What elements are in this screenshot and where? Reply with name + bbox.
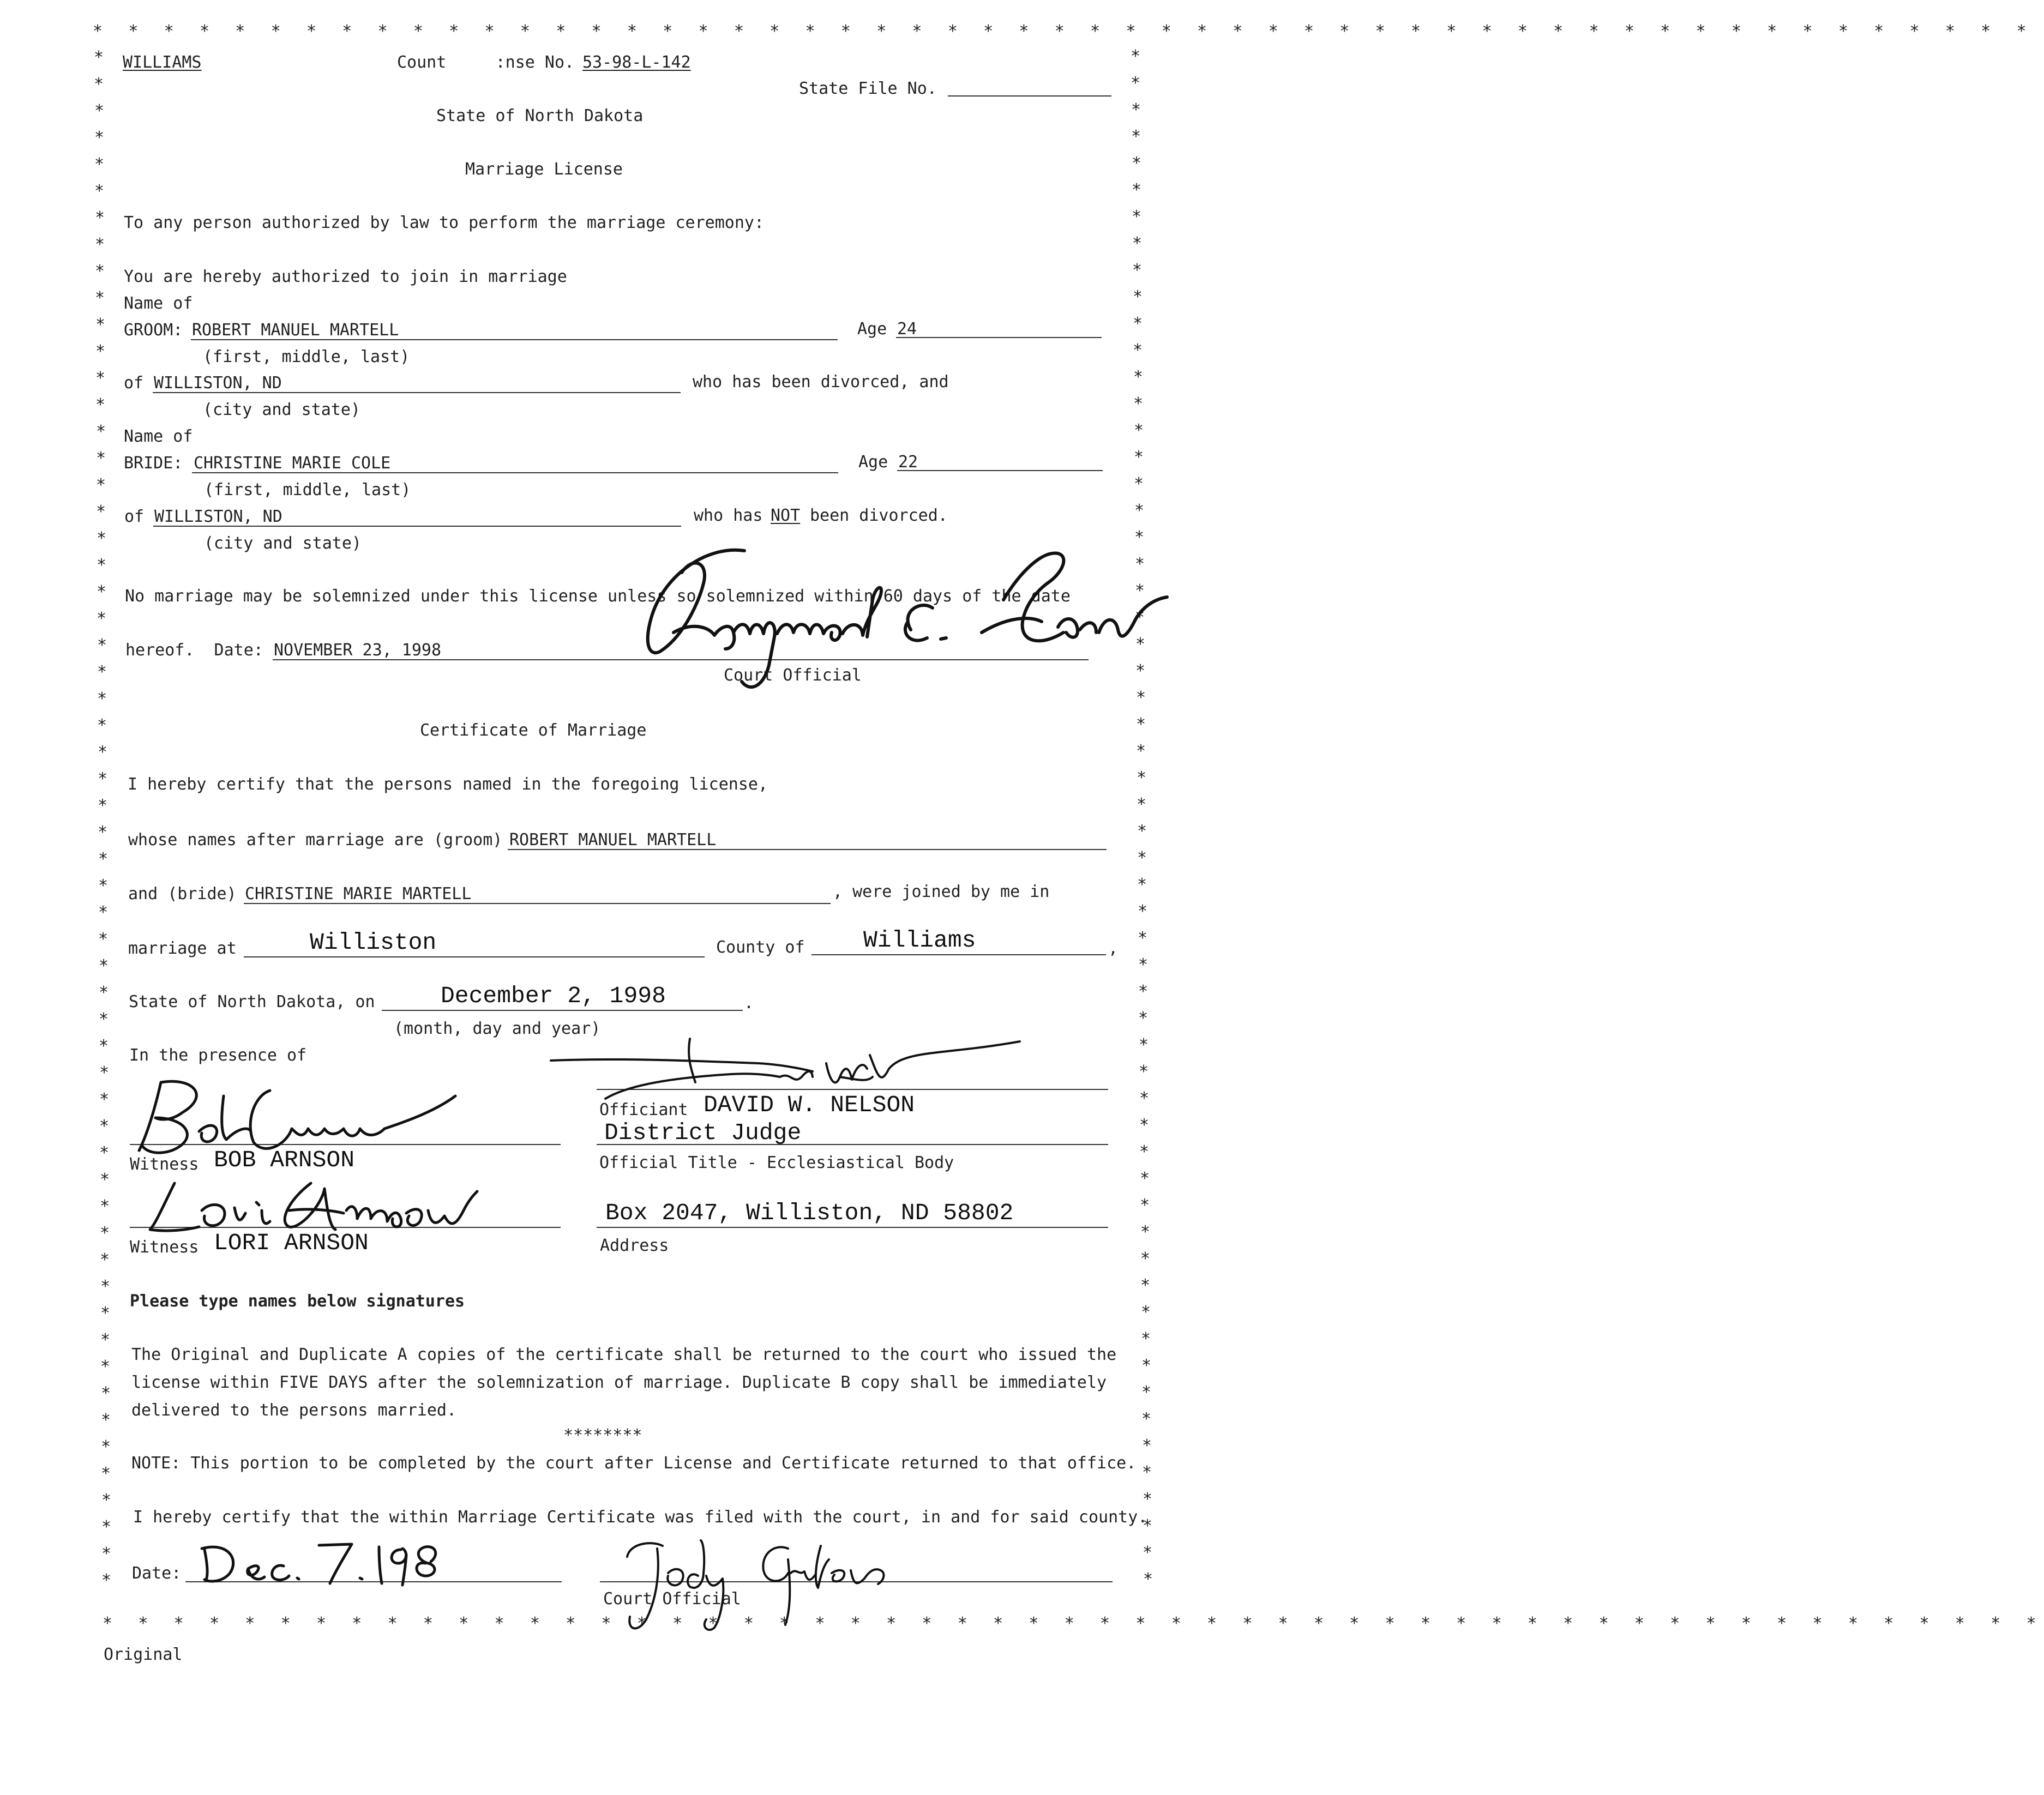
left-border-star: * (95, 235, 105, 254)
groom-age-label: Age (857, 320, 887, 339)
filed-certification-line: I hereby certify that the within Marriage Certificate was filed with the court, in and for said county. (133, 1508, 1148, 1527)
left-border-star: * (101, 1544, 112, 1563)
left-border-star: * (97, 609, 107, 628)
bride-city-hint: (city and state) (204, 534, 362, 553)
official-title-label: Official Title - Ecclesiastical Body (599, 1153, 954, 1172)
right-border-star: * (1140, 1222, 1151, 1242)
type-names-note: Please type names below signatures (130, 1292, 465, 1311)
officiant-address: Box 2047, Williston, ND 58802 (605, 1200, 1014, 1226)
officiant-title: District Judge (604, 1119, 802, 1146)
bride-age-line (897, 470, 1103, 471)
right-border-star: * (1132, 154, 1142, 173)
left-border-star: * (95, 208, 105, 227)
officiant-name: DAVID W. NELSON (704, 1092, 915, 1118)
marriage-date-period: . (744, 993, 754, 1013)
left-border-star: * (100, 1170, 110, 1189)
county-name-header: WILLIAMS (123, 53, 202, 72)
right-border-star: * (1139, 1089, 1150, 1108)
section-separator: ******** (563, 1426, 642, 1445)
right-border-star: * (1135, 581, 1145, 600)
right-border-star: * (1139, 1062, 1149, 1081)
authorized-line: To any person authorized by law to perform the marriage ceremony: (124, 213, 764, 232)
groom-age-line (896, 337, 1102, 338)
certificate-title: Certificate of Marriage (420, 721, 647, 740)
left-border-star: * (97, 582, 107, 601)
filed-date-handwriting (196, 1539, 447, 1588)
right-border-star: * (1138, 982, 1149, 1001)
groom-city-line (153, 392, 681, 393)
bride-name: CHRISTINE MARIE COLE (194, 454, 391, 473)
right-border-star: * (1131, 74, 1141, 93)
right-border-star: * (1131, 47, 1141, 66)
marriage-at-label: marriage at (128, 939, 237, 958)
marriage-date-line (382, 1010, 743, 1011)
groom-age: 24 (897, 320, 917, 339)
left-border-star: * (101, 1384, 111, 1403)
right-border-star: * (1134, 528, 1145, 547)
left-border-star: * (96, 502, 106, 521)
bride-of-label: of (124, 507, 145, 526)
bride-city: WILLISTON, ND (154, 507, 282, 526)
left-border-star: * (98, 796, 108, 815)
right-border-star: * (1132, 261, 1143, 280)
left-border-star: * (97, 529, 107, 548)
solemnize-notice: No marriage may be solemnized under this license unless so solemnized within 60 days of the date (125, 587, 1071, 606)
right-border-star: * (1137, 875, 1147, 894)
right-border-star: * (1143, 1516, 1153, 1535)
left-border-star: * (99, 1063, 110, 1082)
left-border-star: * (99, 1117, 110, 1136)
left-border-star: * (99, 983, 109, 1002)
license-number: 53-98-L-142 (582, 53, 691, 72)
officiant-title-line (597, 1144, 1108, 1145)
right-border-star: * (1141, 1383, 1152, 1402)
groom-city: WILLISTON, ND (154, 374, 282, 393)
left-border-star: * (96, 449, 106, 468)
marriage-place: Williston (310, 929, 437, 956)
right-border-star: * (1135, 661, 1146, 680)
left-border-star: * (95, 288, 105, 308)
copy-designation: Original (104, 1645, 183, 1664)
county-comma: , (1108, 939, 1119, 958)
left-border-star: * (98, 876, 109, 895)
left-border-star: * (101, 1517, 112, 1537)
left-border-star: * (94, 155, 105, 174)
left-border-star: * (101, 1491, 112, 1510)
license-court-official-label: Court Official (724, 666, 862, 685)
right-border-star: * (1134, 448, 1144, 467)
left-border-star: * (100, 1224, 110, 1243)
right-border-star: * (1141, 1303, 1151, 1322)
right-border-star: * (1138, 955, 1149, 974)
document-title: Marriage License (465, 160, 623, 179)
bride-city-line (153, 526, 681, 527)
left-border-star: * (98, 743, 108, 762)
left-border-star: * (100, 1277, 111, 1296)
right-border-star: * (1135, 608, 1145, 627)
left-border-star: * (96, 422, 106, 441)
left-border-star: * (94, 128, 105, 147)
right-border-star: * (1132, 180, 1142, 200)
right-border-star: * (1133, 341, 1143, 360)
county-of-label: County of (716, 938, 805, 957)
groom-label: GROOM: (124, 321, 183, 340)
left-border-star: * (100, 1250, 110, 1269)
groom-city-hint: (city and state) (203, 400, 360, 419)
right-border-star: * (1141, 1356, 1152, 1375)
address-label: Address (600, 1236, 669, 1255)
left-border-star: * (96, 475, 106, 495)
return-instructions-line-3: delivered to the persons married. (131, 1401, 457, 1420)
bride-divorce-not: NOT (771, 506, 801, 525)
left-border-star: * (99, 1010, 109, 1029)
officiant-address-line (597, 1227, 1108, 1228)
left-border-star: * (99, 956, 109, 975)
right-border-star: * (1143, 1490, 1153, 1509)
left-border-star: * (101, 1437, 111, 1456)
bride-married-name: CHRISTINE MARIE MARTELL (245, 884, 472, 903)
witness2-label: Witness (130, 1238, 199, 1257)
left-border-star: * (97, 689, 107, 708)
right-border-star: * (1141, 1329, 1151, 1348)
left-border-star: * (101, 1571, 112, 1590)
right-border-star: * (1137, 848, 1147, 868)
groom-married-name-line (508, 849, 1107, 850)
return-instructions-line-2: license within FIVE DAYS after the solemnization of marriage. Duplicate B copy shall be immediately (131, 1373, 1107, 1392)
left-border-star: * (101, 1464, 111, 1483)
top-star-border: * * * * * * * * * * * * * * * * * * * * * * * * * * * * * * * * * * * * * * * * * * * * * * * * * * * * * * * (93, 22, 2035, 41)
right-border-star: * (1142, 1436, 1152, 1455)
state-on-label: State of North Dakota, on (129, 992, 375, 1011)
bride-name-hint: (first, middle, last) (204, 480, 411, 499)
left-border-star: * (100, 1330, 111, 1350)
bottom-star-border: * * * * * * * * * * * * * * * * * * * * * * * * * * * * * * * * * * * * * * * * * * * * * * * * * * * * * * * (103, 1614, 2044, 1633)
right-border-star: * (1136, 742, 1146, 761)
right-border-star: * (1133, 368, 1144, 387)
left-border-star: * (98, 850, 109, 869)
groom-divorce-status: who has been divorced, and (693, 372, 949, 391)
filed-date-label: Date: (132, 1564, 182, 1583)
license-date: NOVEMBER 23, 1998 (274, 641, 442, 660)
left-border-star: * (95, 262, 105, 281)
right-border-star: * (1135, 635, 1146, 654)
bride-label: BRIDE: (124, 454, 183, 473)
right-border-star: * (1142, 1463, 1152, 1482)
left-border-star: * (94, 101, 105, 121)
left-border-star: * (94, 75, 104, 94)
right-border-star: * (1138, 902, 1148, 921)
right-border-star: * (1138, 1009, 1149, 1028)
right-border-star: * (1135, 555, 1145, 574)
left-border-star: * (98, 903, 109, 922)
left-border-star: * (97, 716, 107, 735)
marriage-county: Williams (863, 927, 976, 954)
right-border-star: * (1134, 421, 1144, 440)
groom-married-name: ROBERT MANUEL MARTELL (509, 830, 717, 850)
state-file-label: State File No. (799, 79, 937, 98)
right-border-star: * (1137, 768, 1147, 787)
certify-line: I hereby certify that the persons named in the foregoing license, (128, 775, 768, 794)
left-border-star: * (99, 1143, 110, 1162)
filing-official-signature (608, 1538, 892, 1636)
right-border-star: * (1132, 207, 1142, 226)
license-official-signature (627, 540, 1183, 698)
left-border-star: * (95, 369, 106, 388)
left-border-star: * (98, 823, 108, 842)
marriage-county-line (811, 954, 1106, 955)
names-after-marriage-label: whose names after marriage are (groom) (128, 830, 503, 850)
left-border-star: * (95, 315, 106, 334)
left-border-star: * (98, 769, 108, 788)
right-border-star: * (1140, 1196, 1150, 1215)
left-border-star: * (99, 1090, 110, 1109)
marriage-place-line (244, 956, 705, 957)
groom-name-hint: (first, middle, last) (203, 347, 410, 366)
right-border-star: * (1137, 822, 1147, 841)
month-day-year-hint: (month, day and year) (394, 1019, 601, 1038)
right-border-star: * (1138, 929, 1148, 948)
right-border-star: * (1133, 314, 1143, 333)
bride-age-label: Age (858, 453, 888, 472)
return-instructions-line-1: The Original and Duplicate A copies of the certificate shall be returned to the court who issued the (131, 1345, 1117, 1364)
right-border-star: * (1141, 1410, 1152, 1429)
right-border-star: * (1139, 1142, 1150, 1161)
hereof-date-label: hereof. Date: (125, 641, 263, 660)
witness1-label: Witness (130, 1155, 199, 1174)
right-border-star: * (1143, 1570, 1153, 1589)
right-border-star: * (1139, 1035, 1149, 1055)
marriage-date: December 2, 1998 (441, 983, 666, 1009)
right-border-star: * (1133, 287, 1143, 306)
joined-text: , were joined by me in (833, 882, 1050, 901)
officiant-label: Officiant (599, 1100, 688, 1119)
left-border-star: * (100, 1304, 111, 1323)
left-border-star: * (98, 930, 109, 949)
left-border-star: * (94, 182, 105, 201)
right-border-star: * (1131, 100, 1141, 119)
right-border-star: * (1143, 1543, 1153, 1562)
witness2-signature (147, 1178, 474, 1238)
left-border-star: * (100, 1357, 111, 1376)
right-border-star: * (1136, 715, 1146, 734)
left-border-star: * (99, 1037, 109, 1056)
witness1-signature (128, 1074, 466, 1161)
bride-married-name-line (244, 903, 831, 904)
groom-name: ROBERT MANUEL MARTELL (192, 321, 399, 340)
right-border-star: * (1134, 474, 1144, 493)
groom-name-of-label: Name of (124, 294, 193, 313)
right-border-star: * (1140, 1249, 1151, 1268)
groom-name-line (191, 339, 838, 340)
bride-age: 22 (898, 453, 918, 472)
right-border-star: * (1133, 394, 1144, 413)
left-border-star: * (101, 1411, 111, 1430)
left-border-star: * (97, 556, 107, 575)
state-file-number-line (948, 95, 1111, 97)
right-border-star: * (1131, 127, 1141, 146)
right-border-star: * (1136, 688, 1146, 707)
witness1-name: BOB ARNSON (214, 1147, 355, 1173)
license-number-label: Count :nse No. (397, 53, 575, 72)
left-border-star: * (97, 662, 107, 682)
officiant-signature (551, 1039, 1020, 1115)
and-bride-label: and (bride) (128, 884, 237, 903)
bride-name-line (192, 472, 838, 473)
court-note-line: NOTE: This portion to be completed by the court after License and Certificate returned to that office. (131, 1454, 1137, 1473)
groom-of-label: of (124, 374, 144, 393)
presence-label: In the presence of (129, 1046, 307, 1065)
right-border-star: * (1132, 234, 1143, 253)
bride-divorce-suffix: been divorced. (810, 506, 948, 525)
right-border-star: * (1137, 795, 1147, 814)
left-border-star: * (97, 636, 107, 655)
left-border-star: * (95, 342, 106, 361)
witness2-name: LORI ARNSON (214, 1230, 369, 1256)
left-border-star: * (95, 395, 106, 414)
authorized-join-line: You are hereby authorized to join in marriage (124, 267, 567, 286)
right-border-star: * (1134, 501, 1145, 520)
left-border-star: * (94, 48, 104, 67)
right-border-star: * (1140, 1169, 1150, 1188)
state-heading: State of North Dakota (436, 106, 644, 125)
bride-name-of-label: Name of (124, 427, 193, 446)
right-border-star: * (1139, 1116, 1150, 1135)
bride-divorce-prefix: who has (694, 506, 763, 525)
filed-court-official-label: Court Official (603, 1589, 741, 1609)
right-border-star: * (1140, 1276, 1151, 1295)
left-border-star: * (100, 1197, 110, 1216)
